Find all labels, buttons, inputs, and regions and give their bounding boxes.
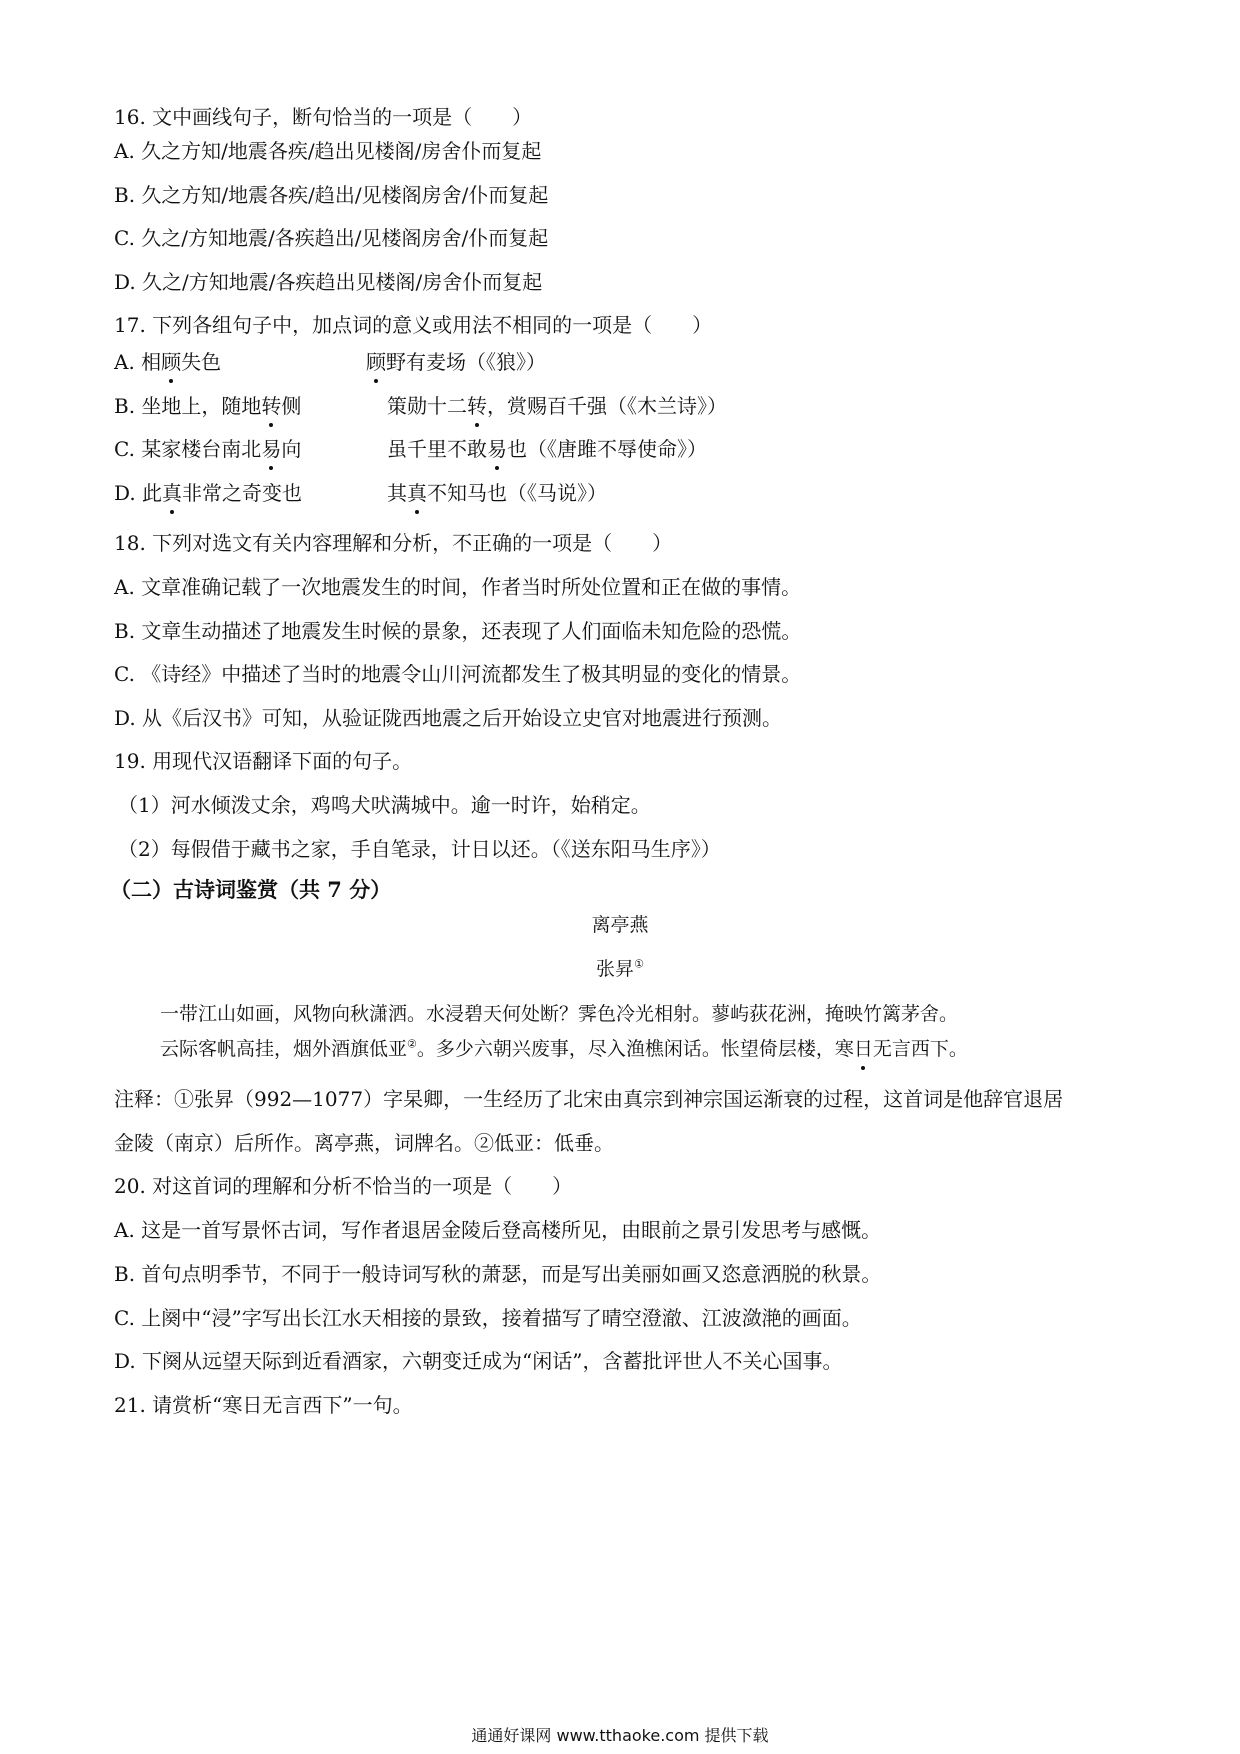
dotted-word: 顾	[366, 350, 386, 374]
q18-stem: 18. 下列对选文有关内容理解和分析，不正确的一项是（ ）	[114, 531, 673, 555]
dotted-word: 转	[467, 394, 487, 418]
poem-line-1: 一带江山如画，风物向秋潇洒。水浸碧天何处断？霁色冷光相射。蓼屿荻花洲，掩映竹篱茅舍。	[160, 1003, 959, 1025]
q21-stem: 21. 请赏析“寒日无言西下”一句。	[114, 1393, 413, 1417]
q17-row-b: B. 坐地上，随地转侧 策勋十二转，赏赐百千强（《木兰诗》）	[114, 394, 727, 418]
section-heading: （二）古诗词鉴赏（共 7 分）	[110, 877, 392, 902]
dotted-word: 日	[854, 1035, 873, 1063]
notes-line-2: 金陵（南京）后所作。离亭燕，词牌名。②低亚：低垂。	[114, 1131, 614, 1155]
q17-row-d: D. 此真非常之奇变也 其真不知马也（《马说》）	[114, 481, 607, 505]
dotted-word: 易	[487, 437, 507, 461]
footnote-marker: ②	[407, 1037, 417, 1051]
q18-option-a: A. 文章准确记载了一次地震发生的时间，作者当时所处位置和正在做的事情。	[114, 575, 802, 599]
footnote-marker: ①	[634, 957, 644, 971]
dotted-word: 转	[261, 394, 282, 418]
q20-option-c: C. 上阕中“浸”字写出长江水天相接的景致，接着描写了晴空澄澈、江波潋滟的画面。	[114, 1306, 862, 1330]
q19-item-1: （1）河水倾泼丈余，鸡鸣犬吠满城中。逾一时许，始稍定。	[118, 793, 651, 817]
q18-option-c: C. 《诗经》中描述了当时的地震令山川河流都发生了极其明显的变化的情景。	[114, 662, 802, 686]
q20-option-b: B. 首句点明季节，不同于一般诗词写秋的萧瑟，而是写出美丽如画又恣意洒脱的秋景。	[114, 1262, 882, 1286]
q20-option-a: A. 这是一首写景怀古词，写作者退居金陵后登高楼所见，由眼前之景引发思考与感慨。	[114, 1218, 882, 1242]
poem-line-2: 云际客帆高挂，烟外酒旗低亚②。多少六朝兴废事，尽入渔樵闲话。怅望倚层楼，寒日无言西下。	[160, 1035, 968, 1063]
q18-option-b: B. 文章生动描述了地震发生时候的景象，还表现了人们面临未知危险的恐慌。	[114, 619, 802, 643]
dotted-word: 顾	[161, 350, 182, 374]
q20-option-d: D. 下阕从远望天际到近看酒家，六朝变迁成为“闲话”，含蓄批评世人不关心国事。	[114, 1349, 843, 1373]
q16-stem: 16. 文中画线句子，断句恰当的一项是（ ）	[114, 105, 533, 129]
q17-stem: 17. 下列各组句子中，加点词的意义或用法不相同的一项是（ ）	[114, 313, 713, 337]
poem-title: 离亭燕	[591, 914, 649, 936]
q16-option-a: A. 久之方知/地震各疾/趋出见楼阁/房舍仆而复起	[114, 139, 542, 163]
q16-option-d: D. 久之/方知地震/各疾趋出见楼阁/房舍仆而复起	[114, 270, 543, 294]
q17-row-c: C. 某家楼台南北易向 虽千里不敢易也（《唐雎不辱使命》）	[114, 437, 707, 461]
page-footer: 通通好课网 www.tthaoke.com 提供下载	[471, 1726, 769, 1745]
q16-option-c: C. 久之/方知地震/各疾趋出/见楼阁房舍/仆而复起	[114, 226, 549, 250]
dotted-word: 易	[261, 437, 282, 461]
poem-author: 张昇①	[596, 957, 644, 980]
q19-item-2: （2）每假借于藏书之家，手自笔录，计日以还。（《送东阳马生序》）	[118, 837, 721, 861]
dotted-word: 真	[407, 481, 427, 505]
q16-option-b: B. 久之方知/地震各疾/趋出/见楼阁房舍/仆而复起	[114, 183, 549, 207]
q20-stem: 20. 对这首词的理解和分析不恰当的一项是（ ）	[114, 1174, 573, 1198]
q19-stem: 19. 用现代汉语翻译下面的句子。	[114, 749, 413, 773]
notes-line-1: 注释：①张昇（992—1077）字杲卿，一生经历了北宋由真宗到神宗国运渐衰的过程，这首词是他辞官退居	[114, 1087, 1064, 1111]
q18-option-d: D. 从《后汉书》可知，从验证陇西地震之后开始设立史官对地震进行预测。	[114, 706, 783, 730]
dotted-word: 真	[162, 481, 183, 505]
q17-row-a: A. 相顾失色 顾野有麦场（《狼》）	[114, 350, 546, 374]
